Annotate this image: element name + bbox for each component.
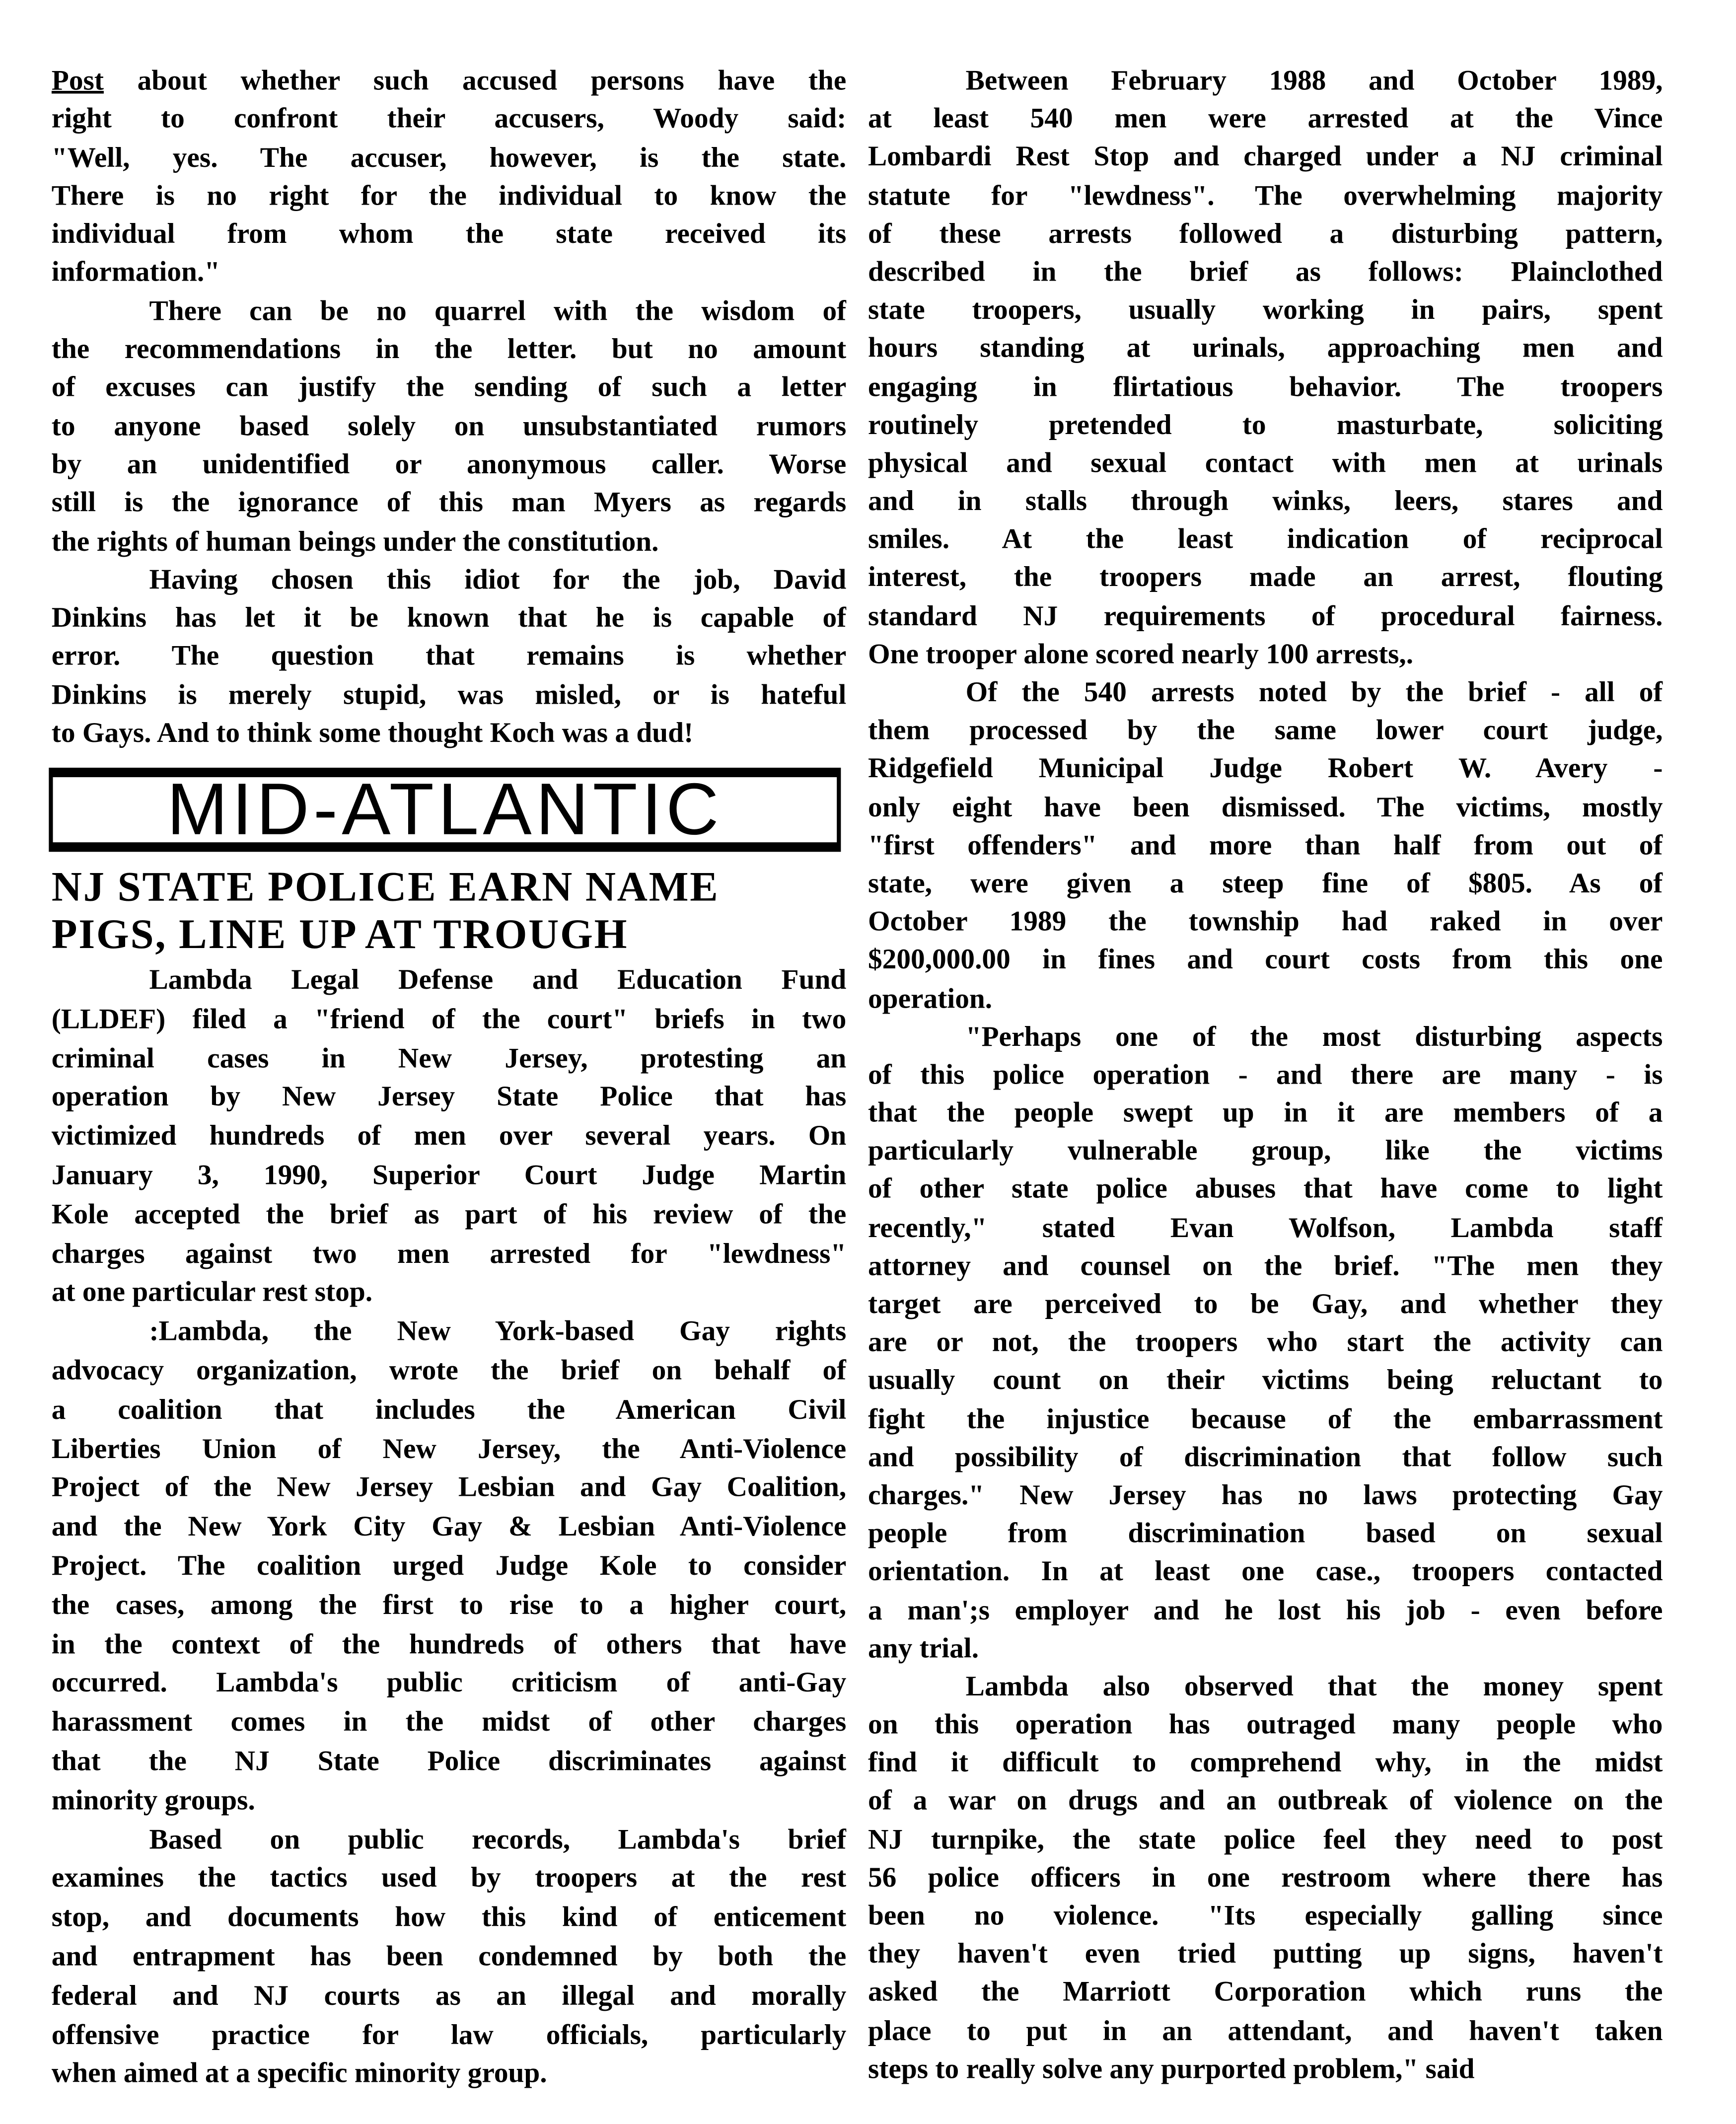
text-line: "first offenders" and more than half from out of (868, 828, 1663, 861)
text-line: Lambda Legal Defense and Education Fund (149, 963, 847, 996)
text-line: of this police operation - and there are many - is (868, 1058, 1663, 1091)
text-line: on this operation has outraged many people who (868, 1707, 1663, 1741)
text-line: offensive practice for law officials, particularly (51, 2017, 847, 2051)
text-line: steps to really solve any purported problem," said (868, 2051, 1475, 2085)
text-line: at least 540 men were arrested at the Vince (868, 102, 1663, 135)
text-line: individual from whom the state received its (51, 217, 847, 250)
text-line: NJ turnpike, the state police feel they need to post (868, 1822, 1663, 1855)
text-line: smiles. At the least indication of reciprocal (868, 522, 1663, 555)
text-line: they haven't even tried putting up signs, haven't (868, 1937, 1663, 1970)
text-line: a coalition that includes the American Civil (51, 1392, 847, 1425)
text-line: "Perhaps one of the most disturbing aspects (965, 1020, 1663, 1052)
text-line: examines the tactics used by troopers at the rest (51, 1861, 847, 1894)
text-line: fight the injustice because of the embarrassment (868, 1401, 1663, 1435)
underlined-word: Post (51, 64, 104, 96)
text-line: in the context of the hundreds of others that have (51, 1627, 847, 1660)
text-line: state, were given a steep fine of $805. As of (868, 867, 1663, 899)
text-line: Project of the New Jersey Lesbian and Gay Coalition, (51, 1470, 847, 1504)
text-line: Dinkins has let it be known that he is capable of (51, 601, 847, 634)
text-line: physical and sexual contact with men at urinals (868, 446, 1663, 479)
article-headline (52, 863, 720, 957)
text-line: attorney and counsel on the brief. "The men they (868, 1248, 1663, 1282)
text-line: the rights of human beings under the constitution. (51, 524, 659, 557)
text-line: January 3, 1990, Superior Court Judge Martin (51, 1158, 847, 1191)
text-line: described in the brief as follows: Plainclothed (868, 255, 1663, 288)
text-line: at one particular rest stop. (51, 1275, 373, 1308)
text-line: still is the ignorance of this man Myers as regards (51, 486, 847, 519)
text-line: October 1989 the township had raked in over (868, 905, 1663, 938)
text-line: Based on public records, Lambda's brief (149, 1822, 847, 1855)
text-line: people from discrimination based on sexual (868, 1516, 1663, 1549)
text-line: statute for "lewdness". The overwhelming majority (868, 178, 1663, 211)
text-line: particularly vulnerable group, like the victims (868, 1134, 1663, 1167)
text-line: harassment comes in the midst of other charges (51, 1705, 847, 1738)
text-line: information." (51, 255, 220, 289)
text-line: orientation. In at least one case., troopers contacted (868, 1554, 1663, 1588)
text-line: error. The question that remains is whether (51, 639, 847, 672)
text-line: of these arrests followed a disturbing pattern, (868, 217, 1663, 249)
text-line: a man';s employer and he lost his job - even before (868, 1593, 1663, 1626)
text-line: standard NJ requirements of procedural fairness. (868, 599, 1663, 632)
text-line: state troopers, usually working in pairs, spent (868, 293, 1663, 326)
text-line: when aimed at a specific minority group. (51, 2056, 547, 2089)
text-line: Lambda also observed that the money spent (965, 1669, 1663, 1702)
text-line: interest, the troopers made an arrest, flouting (868, 561, 1663, 593)
text-line: that the people swept up in it are members of a (868, 1096, 1663, 1129)
left-column-top (52, 61, 847, 752)
text-line (52, 61, 847, 99)
text-line: There is no right for the individual to know the (51, 179, 847, 212)
text-line: Ridgefield Municipal Judge Robert W. Avery - (868, 752, 1663, 785)
text-line: advocacy organization, wrote the brief on behalf of (51, 1353, 847, 1387)
text-line: charges against two men arrested for "lewdness" (51, 1236, 847, 1269)
text-line: the cases, among the first to rise to a higher court, (51, 1588, 847, 1621)
text-line: $200,000.00 in fines and court costs from this one (868, 943, 1663, 976)
text-line: right to confront their accusers, Woody said: (51, 102, 847, 135)
text-line: them processed by the same lower court judge, (868, 714, 1663, 746)
text-line: Between February 1988 and October 1989, (965, 64, 1663, 96)
text-line: :Lambda, the New York-based Gay rights (149, 1315, 847, 1347)
text-line: of other state police abuses that have come to light (868, 1172, 1663, 1205)
headline-line: PIGS, LINE UP AT TROUGH (51, 910, 629, 958)
text-line: federal and NJ courts as an illegal and morally (51, 1978, 847, 2011)
text-line: only eight have been dismissed. The victims, mostly (868, 790, 1663, 823)
text-line: any trial. (868, 1631, 979, 1664)
text-line: victimized hundreds of men over several years. On (51, 1119, 847, 1152)
text-line: operation by New Jersey State Police that has (51, 1080, 847, 1113)
text-line: charges." New Jersey has no laws protecting Gay (868, 1478, 1663, 1511)
text-line: are or not, the troopers who start the activity can (868, 1325, 1663, 1358)
line-text: about whether such accused persons have the (103, 64, 847, 96)
text-line: "Well, yes. The accuser, however, is the state. (51, 140, 847, 173)
text-line: the recommendations in the letter. but no amount (51, 332, 847, 365)
text-line: recently," stated Evan Wolfson, Lambda staff (868, 1210, 1663, 1244)
text-line: Having chosen this idiot for the job, David (149, 563, 847, 595)
text-line: by an unidentified or anonymous caller. Worse (51, 447, 847, 480)
left-column-article (52, 960, 847, 2093)
text-line: hours standing at urinals, approaching men and (868, 331, 1663, 364)
text-line: Lombardi Rest Stop and charged under a NJ criminal (868, 140, 1663, 173)
text-line: and possibility of discrimination that follow such (868, 1440, 1663, 1473)
text-line: There can be no quarrel with the wisdom of (149, 294, 847, 327)
text-line: Of the 540 arrests noted by the brief - all of (965, 675, 1663, 708)
text-line: engaging in flirtatious behavior. The troopers (868, 369, 1663, 402)
text-line: Liberties Union of New Jersey, the Anti-Violence (51, 1432, 847, 1465)
text-line: (LLDEF) filed a "friend of the court" briefs in two (51, 1002, 847, 1035)
text-line: of excuses can justify the sending of such a letter (51, 370, 847, 404)
text-line: to Gays. And to think some thought Koch was a dud! (51, 716, 694, 749)
text-line: of a war on drugs and an outbreak of violence on the (868, 1784, 1663, 1817)
text-line: and entrapment has been condemned by both the (51, 1939, 847, 1973)
right-column-article (868, 61, 1663, 2087)
text-line: operation. (868, 981, 993, 1014)
text-line: criminal cases in New Jersey, protesting an (51, 1041, 847, 1074)
text-line: place to put in an attendant, and haven't taken (868, 2013, 1663, 2047)
text-line: asked the Marriott Corporation which runs the (868, 1975, 1663, 2008)
text-line: stop, and documents how this kind of enticement (51, 1900, 847, 1933)
text-line: target are perceived to be Gay, and whether they (868, 1287, 1663, 1320)
text-line: and the New York City Gay & Lesbian Anti-Violence (51, 1510, 847, 1542)
text-line: Kole accepted the brief as part of his review of the (51, 1197, 847, 1230)
text-line: to anyone based solely on unsubstantiated rumors (51, 409, 847, 442)
section-label: MID-ATLANTIC (166, 769, 723, 851)
text-line: been no violence. "Its especially galling since (868, 1899, 1663, 1932)
text-line: Dinkins is merely stupid, was misled, or is hateful (51, 677, 847, 711)
text-line: minority groups. (51, 1783, 255, 1816)
text-line: and in stalls through winks, leers, stares and (868, 484, 1663, 517)
section-banner (49, 768, 841, 852)
text-line: usually count on their victims being reluctant to (868, 1363, 1663, 1396)
text-line: Project. The coalition urged Judge Kole to consider (51, 1548, 847, 1582)
text-line: 56 police officers in one restroom where there has (868, 1860, 1663, 1894)
text-line: find it difficult to comprehend why, in the midst (868, 1746, 1663, 1779)
headline-line: NJ STATE POLICE EARN NAME (51, 863, 720, 910)
text-line: that the NJ State Police discriminates against (51, 1744, 847, 1777)
text-line: routinely pretended to masturbate, soliciting (868, 408, 1663, 440)
text-line: One trooper alone scored nearly 100 arrests,. (868, 637, 1414, 670)
text-line: occurred. Lambda's public criticism of anti-Gay (51, 1666, 847, 1699)
